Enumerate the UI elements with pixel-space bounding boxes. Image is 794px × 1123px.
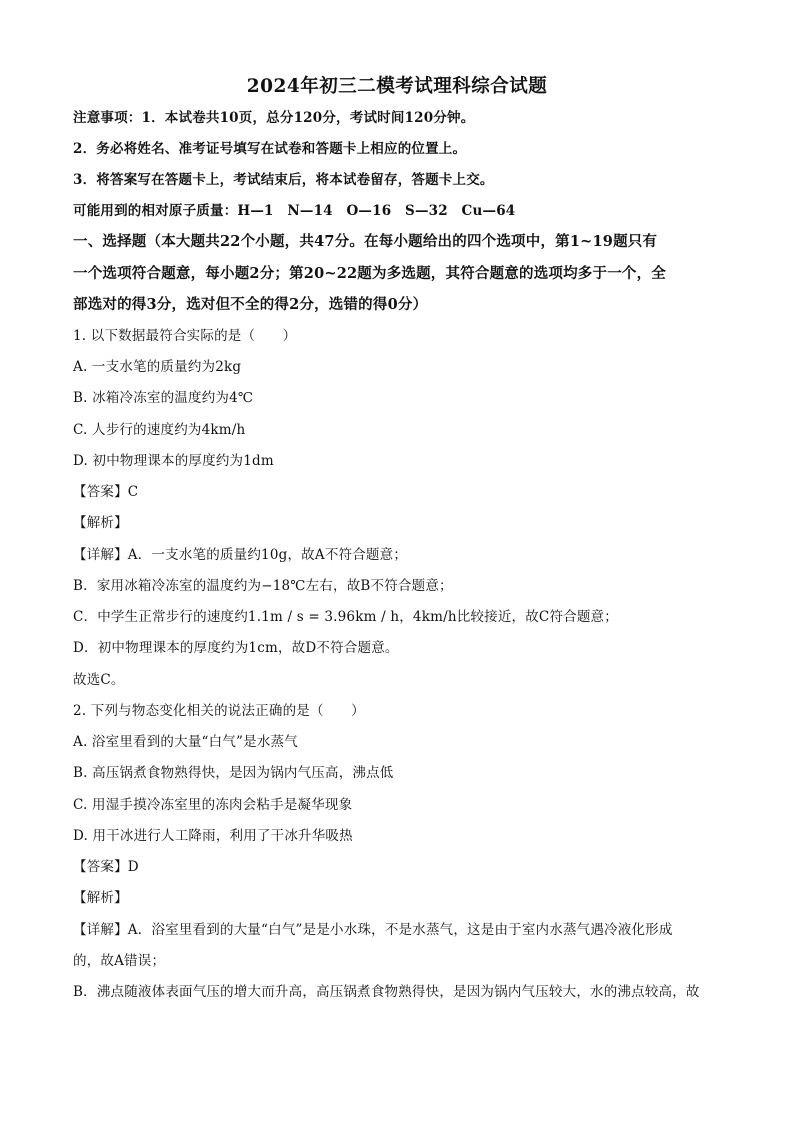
q2-option-b: B. 高压锅煮食物熟得快，是因为锅内气压高，沸点低 [73,765,394,781]
q2-detail-3: B．沸点随液体表面气压的增大而升高，高压锅煮食物熟得快，是因为锅内气压较大，水的沸点较高，故 [73,984,700,1000]
q1-conclusion: 故选C。 [73,672,125,688]
notes-line-2: 2．务必将姓名、准考证号填写在试卷和答题卡上相应的位置上。 [73,141,467,157]
notes-line-1: 注意事项：1．本试卷共10页，总分120分，考试时间120分钟。 [73,110,475,126]
q2-option-d: D. 用干冰进行人工降雨，利用了干冰升华吸热 [73,828,353,844]
q1-detail-4: D．初中物理课本的厚度约为1cm，故D不符合题意。 [73,640,399,656]
q1-option-d: D. 初中物理课本的厚度约为1dm [73,453,274,469]
q1-option-c: C. 人步行的速度约为4km/h [73,422,246,438]
q2-option-c: C. 用湿手摸冷冻室里的冻肉会粘手是凝华现象 [73,797,353,813]
section-header-line-1: 一、选择题（本大题共22个小题，共47分。在每小题给出的四个选项中，第1~19题只有 [73,233,658,250]
q2-detail-2: 的，故A错误； [73,953,166,969]
q2-answer: 【答案】D [73,859,139,875]
atomic-mass-line: 可能用到的相对原子质量：H—1 N—14 O—16 S—32 Cu—64 [73,203,516,219]
q1-analysis-label: 【解析】 [73,515,128,531]
section-header-line-3: 部选对的得3分，选对但不全的得2分，选错的得0分） [73,296,428,313]
q1-detail-2: B．家用冰箱冷冻室的温度约为−18℃左右，故B不符合题意； [73,578,453,594]
q1-detail-3: C．中学生正常步行的速度约1.1m / s = 3.96km / h，4km/h比较接近，故C符合题意； [73,609,618,625]
q2-detail-1: 【详解】A．浴室里看到的大量“白气”是是小水珠，不是水蒸气，这是由于室内水蒸气遇冷液化形成 [73,922,673,938]
page-title: 2024年初三二模考试理科综合试题 [246,76,548,97]
q2-option-a: A. 浴室里看到的大量“白气”是水蒸气 [73,734,298,750]
q1-detail-1: 【详解】A．一支水笔的质量约10g，故A不符合题意； [73,547,408,563]
q2-stem: 2. 下列与物态变化相关的说法正确的是（ ） [73,703,365,719]
section-header-line-2: 一个选项符合题意，每小题2分；第20~22题为多选题，其符合题意的选项均多于一个，全 [73,265,666,282]
q1-option-a: A. 一支水笔的质量约为2kg [73,359,242,375]
q1-answer: 【答案】C [73,484,139,500]
q2-analysis-label: 【解析】 [73,890,128,906]
notes-line-3: 3．将答案写在答题卡上，考试结束后，将本试卷留存，答题卡上交。 [73,172,494,188]
q1-option-b: B. 冰箱冷冻室的温度约为4℃ [73,390,254,406]
q1-stem: 1. 以下数据最符合实际的是（ ） [73,328,297,344]
